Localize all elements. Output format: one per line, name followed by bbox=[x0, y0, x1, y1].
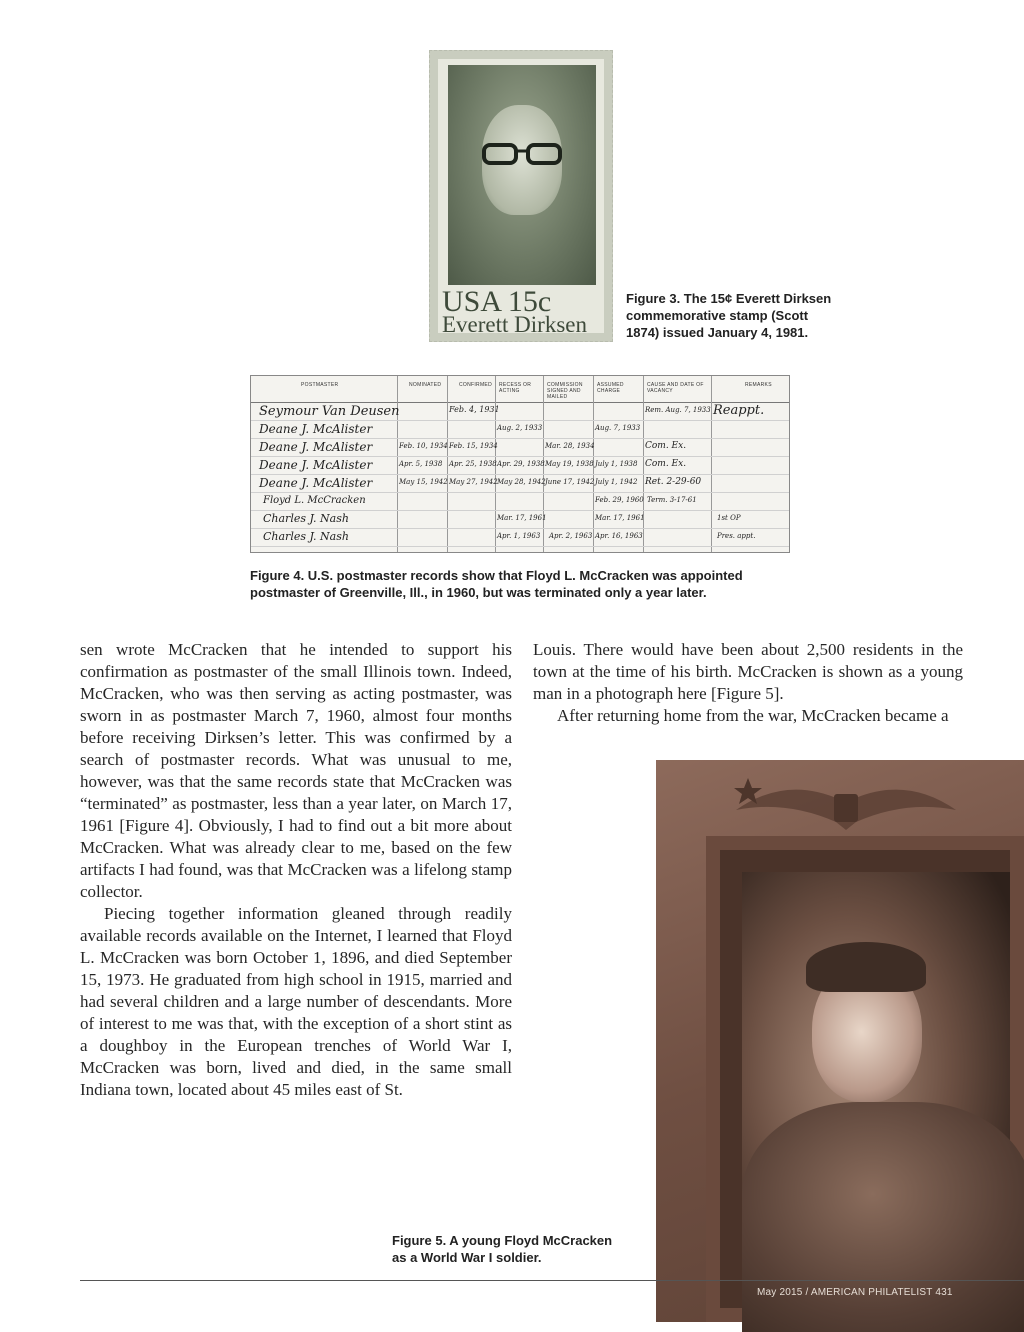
record-row: Deane J. McAlister Feb. 10, 1934 Feb. 15, 1934 Mar. 28, 1934 Com. Ex. bbox=[251, 438, 789, 457]
record-row: Seymour Van Deusen Feb. 4, 1931 Rem. Aug. 7, 1933 Reappt. bbox=[251, 402, 789, 421]
paragraph: sen wrote McCracken that he intended to support his confirmation as postmaster of the small Illinois town. Indeed, McCracken, who was then serving as acting postmaster, was sworn in as postmaster March 7, 1960, almost four months before receiving Dirksen’s letter. This was confirmed by a search of postmaster records. What was unusual to me, however, was that the same records state that McCracken was “terminated” as postmaster, less than a year later, on March 17, 1961 [Figure 4]. Obviously, I had to find out a bit more about McCracken. What was already clear to me, based on the few artifacts I had found, was that McCracken was a lifelong stamp collector. bbox=[80, 640, 512, 901]
glasses-graphic bbox=[478, 143, 566, 165]
paragraph: Piecing together information gleaned through readily available records available on the Internet, I learned that Floyd L. McCracken was born October 1, 1896, and died September 15, 1973. He graduated from high school in 1915, married and had several children and a large number of descendants. More of interest to me was that, with the exception of a short stint as a doughboy in the European trenches of World War I, McCracken was born, lived and died, in the same small Indiana town, located about 45 miles east of St. bbox=[80, 904, 512, 1099]
postmaster-records-image bbox=[250, 375, 790, 553]
soldier-photograph bbox=[656, 760, 1024, 1322]
figure4-caption: Figure 4. U.S. postmaster records show that Floyd L. McCracken was appointed postmaster of Greenville, Ill., in 1960, but was terminated only a year later. bbox=[250, 568, 743, 600]
records-header: POSTMASTER NOMINATED CONFIRMED RECESS OR ACTING COMMISSION SIGNED AND MAILED ASSUMED CHARGE CAUSE AND DATE OF VACANCY REMARKS bbox=[251, 376, 789, 403]
dirksen-stamp-image bbox=[429, 50, 613, 342]
stamp-denomination: USA 15c bbox=[442, 285, 552, 318]
record-row: Deane J. McAlister May 15, 1942 May 27, 1942 May 28, 1942 June 17, 1942 July 1, 1942 Ret. 2-29-60 bbox=[251, 474, 789, 493]
stamp-portrait bbox=[448, 65, 596, 285]
record-row: Charles J. Nash Mar. 17, 1961 Mar. 17, 1961 1st OP bbox=[251, 510, 789, 529]
record-row: Floyd L. McCracken Feb. 29, 1960 Term. 3-17-61 bbox=[251, 492, 789, 511]
record-row: Charles J. Nash Apr. 1, 1963 Apr. 2, 1963 Apr. 16, 1963 Pres. appt. bbox=[251, 528, 789, 547]
figure3-caption: Figure 3. The 15¢ Everett Dirksen commemorative stamp (Scott 1874) issued January 4, 1981. bbox=[626, 291, 832, 340]
record-row: Deane J. McAlister Apr. 5, 1938 Apr. 25, 1938 Apr. 29, 1938 May 19, 1938 July 1, 1938 Com. Ex. bbox=[251, 456, 789, 475]
paragraph: After returning home from the war, McCracken became a bbox=[557, 706, 949, 725]
left-column-text bbox=[80, 639, 512, 1101]
eagle-emblem-icon bbox=[726, 770, 966, 840]
soldier-cap bbox=[806, 942, 926, 992]
paragraph: Louis. There would have been about 2,500 residents in the town at the time of his birth. McCracken is shown as a young man in a photograph here [Figure 5]. bbox=[533, 640, 963, 703]
right-column-text bbox=[533, 639, 963, 727]
record-row: Deane J. McAlister Aug. 2, 1933 Aug. 7, 1933 bbox=[251, 420, 789, 439]
figure5-caption: Figure 5. A young Floyd McCracken as a World War I soldier. bbox=[392, 1233, 613, 1265]
stamp-name: Everett Dirksen bbox=[442, 312, 587, 337]
footer-rule bbox=[80, 1280, 1024, 1281]
page-folio: May 2015 / AMERICAN PHILATELIST 431 bbox=[757, 1287, 953, 1298]
